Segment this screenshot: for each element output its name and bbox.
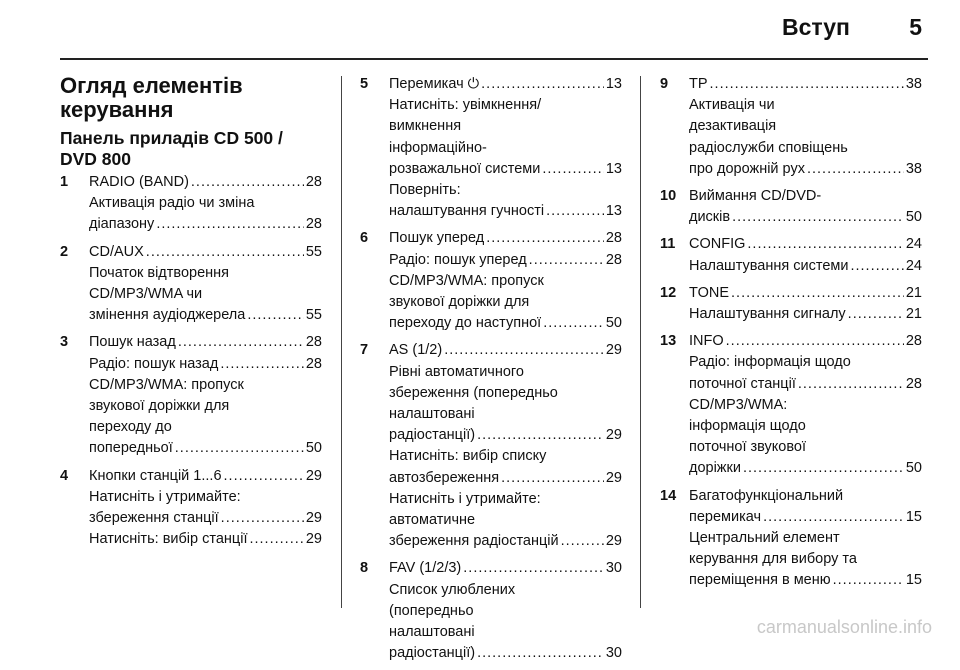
- item-line: [689, 207, 922, 228]
- item-line: [689, 507, 922, 528]
- item-number: 8: [360, 560, 369, 577]
- item-text: Пошук уперед: [389, 230, 485, 247]
- item-line: [389, 313, 622, 334]
- item-text: Перемикач ⏻: [389, 76, 480, 92]
- list-item: [360, 74, 622, 222]
- item-text: Налаштування системи: [689, 257, 849, 274]
- item-text: радіослужби сповіщень: [689, 139, 848, 156]
- item-text: радіостанції): [389, 427, 476, 444]
- item-line: [689, 256, 922, 277]
- item-text: переміщення в меню: [689, 572, 831, 589]
- page-reference: 30: [605, 560, 622, 577]
- item-text: CD/MP3/WMA: пропуск: [389, 272, 544, 289]
- item-line: [389, 383, 622, 404]
- item-line: [689, 395, 922, 416]
- entry-list: [660, 74, 922, 592]
- item-text: збереження станції: [89, 510, 219, 527]
- item-line: [689, 138, 922, 159]
- item-text: переходу до: [89, 419, 172, 436]
- item-line: [689, 283, 922, 304]
- item-text: інформація щодо: [689, 418, 806, 435]
- page-reference: 13: [605, 76, 622, 92]
- item-line: [389, 510, 622, 531]
- page-reference: 13: [605, 203, 622, 220]
- list-item: [660, 186, 922, 228]
- page-reference: 13: [605, 160, 622, 177]
- list-item: [660, 234, 922, 276]
- item-line: [689, 95, 922, 116]
- item-line: [389, 159, 622, 180]
- item-text: Центральний елемент: [689, 530, 840, 547]
- page-reference: 29: [605, 427, 622, 444]
- item-line: [89, 508, 322, 529]
- item-number: 5: [360, 76, 369, 92]
- list-item: [660, 331, 922, 479]
- item-line: [689, 570, 922, 591]
- page-reference: 24: [905, 257, 922, 274]
- item-text: вимкнення: [389, 118, 462, 135]
- dot-leader: [798, 374, 904, 395]
- dot-leader: [477, 425, 604, 446]
- item-line: [389, 489, 622, 510]
- item-line: [89, 438, 322, 459]
- item-text: Натисніть: увімкнення/: [389, 97, 542, 114]
- item-line: [689, 116, 922, 137]
- item-line: [389, 271, 622, 292]
- item-number: 3: [60, 334, 69, 351]
- item-text: INFO: [689, 333, 724, 350]
- item-text: попередньої: [89, 440, 173, 457]
- item-line: [89, 354, 322, 375]
- item-number: 14: [660, 487, 677, 504]
- page-reference: 28: [605, 251, 622, 268]
- list-item: [660, 74, 922, 180]
- section-title: Вступ: [782, 14, 850, 40]
- item-text: поточної звукової: [689, 439, 806, 456]
- item-number: 7: [360, 342, 369, 359]
- item-line: [689, 549, 922, 570]
- item-text: CD/MP3/WMA: пропуск: [89, 376, 244, 393]
- item-text: переходу до наступної: [389, 315, 542, 332]
- item-text: RADIO (BAND): [89, 174, 189, 190]
- item-text: Кнопки станцій 1...6: [89, 467, 222, 484]
- page-reference: 24: [905, 236, 922, 253]
- item-text: Активація радіо чи зміна: [89, 195, 255, 212]
- item-line: [389, 180, 622, 201]
- dot-leader: [542, 159, 604, 180]
- column-divider: [640, 76, 641, 608]
- page-reference: 28: [905, 375, 922, 392]
- item-text: автоматичне: [389, 512, 476, 529]
- item-line: [89, 242, 322, 263]
- column-divider: [341, 76, 342, 608]
- item-line: [689, 159, 922, 180]
- item-number: 11: [660, 236, 676, 253]
- item-text: Список улюблених: [389, 581, 516, 598]
- item-number: 10: [660, 188, 677, 205]
- item-line: [689, 437, 922, 458]
- item-line: [89, 172, 322, 193]
- page-reference: 15: [905, 508, 922, 525]
- item-line: [389, 362, 622, 383]
- item-line: [389, 201, 622, 222]
- item-text: CONFIG: [689, 236, 746, 253]
- dot-leader: [249, 529, 303, 550]
- page-reference: 38: [905, 76, 922, 92]
- item-text: радіостанції): [389, 645, 476, 662]
- item-text: налаштовані: [389, 406, 475, 423]
- page-reference: 28: [305, 216, 322, 233]
- item-line: [389, 446, 622, 467]
- item-line: [89, 396, 322, 417]
- item-line: [689, 304, 922, 325]
- item-text: Натисніть і утримайте:: [89, 488, 241, 505]
- item-text: розважальної системи: [389, 160, 541, 177]
- item-line: [389, 531, 622, 552]
- dot-leader: [486, 228, 604, 249]
- item-line: [389, 468, 622, 489]
- item-line: [389, 643, 622, 664]
- dot-leader: [848, 304, 904, 325]
- page-reference: 50: [305, 440, 322, 457]
- item-line: [89, 487, 322, 508]
- item-text: змінення аудіоджерела: [89, 307, 246, 324]
- item-line: [389, 138, 622, 159]
- page-reference: 28: [605, 230, 622, 247]
- page-reference: 50: [905, 460, 922, 477]
- item-line: [389, 74, 622, 95]
- item-text: CD/AUX: [89, 243, 144, 260]
- page-number: 5: [909, 14, 922, 40]
- item-text: керування для вибору та: [689, 551, 857, 568]
- item-line: [689, 186, 922, 207]
- list-item: [60, 466, 322, 551]
- dot-leader: [221, 508, 304, 529]
- item-line: [689, 331, 922, 352]
- item-text: Активація чи: [689, 97, 775, 114]
- dot-leader: [731, 283, 904, 304]
- dot-leader: [191, 172, 304, 193]
- item-text: налаштування гучності: [389, 203, 545, 220]
- column-1: [60, 74, 322, 556]
- item-number: 9: [660, 76, 669, 92]
- item-line: [389, 116, 622, 137]
- page-reference: 30: [605, 645, 622, 662]
- dot-leader: [726, 331, 904, 352]
- watermark: carmanualsonline.info: [756, 617, 932, 637]
- item-line: [89, 193, 322, 214]
- column-2: [360, 74, 622, 670]
- dot-leader: [175, 438, 304, 459]
- item-text: дезактивація: [689, 118, 777, 135]
- item-line: [89, 529, 322, 550]
- list-item: [360, 340, 622, 552]
- dot-leader: [501, 468, 604, 489]
- page-reference: 50: [905, 209, 922, 226]
- item-text: Радіо: пошук уперед: [389, 251, 527, 268]
- page-reference: 21: [905, 284, 922, 301]
- item-text: TONE: [689, 284, 730, 301]
- item-line: [389, 404, 622, 425]
- main-title: Огляд елементів керування: [60, 73, 243, 122]
- dot-leader: [546, 201, 604, 222]
- page-reference: 28: [905, 333, 922, 350]
- item-text: Натисніть і утримайте:: [389, 490, 541, 507]
- sub-title: Панель приладів CD 500 / DVD 800: [60, 128, 283, 169]
- item-text: Налаштування сигналу: [689, 306, 846, 323]
- item-line: [389, 622, 622, 643]
- item-line: [689, 458, 922, 479]
- dot-leader: [224, 466, 304, 487]
- item-text: автозбереження: [389, 469, 500, 486]
- item-line: [689, 416, 922, 437]
- entry-list: [60, 172, 322, 550]
- page-reference: 29: [605, 533, 622, 550]
- dot-leader: [850, 256, 903, 277]
- item-line: [89, 305, 322, 326]
- item-number: 2: [60, 243, 69, 260]
- dot-leader: [156, 214, 304, 235]
- item-number: 1: [60, 174, 69, 190]
- item-line: [89, 263, 322, 284]
- item-text: Рівні автоматичного: [389, 363, 524, 380]
- item-text: Пошук назад: [89, 334, 176, 351]
- item-line: [89, 332, 322, 353]
- item-text: про дорожній рух: [689, 160, 805, 177]
- dot-leader: [146, 242, 304, 263]
- page-reference: 29: [605, 342, 622, 359]
- column-3: [660, 74, 922, 598]
- dot-leader: [178, 332, 304, 353]
- dot-leader: [833, 570, 904, 591]
- dot-leader: [561, 531, 604, 552]
- item-text: Поверніть:: [389, 182, 461, 199]
- item-text: звукової доріжки для: [389, 294, 530, 311]
- item-text: Початок відтворення: [89, 264, 230, 281]
- page-reference: 29: [605, 469, 622, 486]
- entry-list: [360, 74, 622, 664]
- header-rule: [60, 58, 928, 60]
- dot-leader: [543, 313, 604, 334]
- item-line: [689, 374, 922, 395]
- dot-leader: [444, 340, 604, 361]
- item-text: (попередньо: [389, 602, 474, 619]
- item-text: збереження радіостанцій: [389, 533, 559, 550]
- page-reference: 28: [305, 355, 322, 372]
- item-text: Виймання CD/DVD-: [689, 188, 822, 205]
- item-line: [389, 95, 622, 116]
- item-line: [689, 486, 922, 507]
- list-item: [660, 283, 922, 325]
- item-line: [689, 528, 922, 549]
- item-line: [689, 352, 922, 373]
- dot-leader: [481, 74, 604, 95]
- page-reference: 29: [305, 467, 322, 484]
- item-text: доріжки: [689, 460, 741, 477]
- item-text: Натисніть: вибір станції: [89, 531, 248, 548]
- item-number: 12: [660, 284, 677, 301]
- item-line: [389, 228, 622, 249]
- item-text: Багатофункціональний: [689, 487, 844, 504]
- dot-leader: [807, 159, 904, 180]
- item-text: перемикач: [689, 508, 762, 525]
- item-text: інформаційно-: [389, 139, 487, 156]
- item-text: Радіо: інформація щодо: [689, 354, 851, 371]
- page-reference: 55: [305, 307, 322, 324]
- item-text: дисків: [689, 209, 731, 226]
- item-line: [89, 214, 322, 235]
- item-line: [89, 375, 322, 396]
- item-text: CD/MP3/WMA чи: [89, 286, 203, 303]
- dot-leader: [710, 74, 904, 95]
- item-text: налаштовані: [389, 624, 475, 641]
- item-line: [89, 284, 322, 305]
- list-item: [60, 332, 322, 459]
- item-text: FAV (1/2/3): [389, 560, 462, 577]
- item-number: 13: [660, 333, 677, 350]
- item-text: звукової доріжки для: [89, 398, 230, 415]
- page-reference: 29: [305, 531, 322, 548]
- item-number: 6: [360, 230, 369, 247]
- item-line: [689, 234, 922, 255]
- item-text: поточної станції: [689, 375, 796, 392]
- page-reference: 50: [605, 315, 622, 332]
- page-reference: 38: [905, 160, 922, 177]
- list-item: [660, 486, 922, 592]
- item-line: [389, 558, 622, 579]
- list-item: [60, 242, 322, 327]
- page-reference: 28: [305, 334, 322, 351]
- item-number: 4: [60, 467, 69, 484]
- list-item: [60, 172, 322, 236]
- item-line: [389, 425, 622, 446]
- page-header: [0, 14, 960, 50]
- dot-leader: [463, 558, 604, 579]
- page-reference: 21: [905, 306, 922, 323]
- dot-leader: [743, 458, 904, 479]
- dot-leader: [732, 207, 904, 228]
- item-text: збереження (попередньо: [389, 384, 558, 401]
- dot-leader: [529, 250, 604, 271]
- item-line: [89, 417, 322, 438]
- item-text: TP: [689, 76, 708, 92]
- item-line: [389, 250, 622, 271]
- item-line: [89, 466, 322, 487]
- item-line: [389, 292, 622, 313]
- dot-leader: [763, 507, 904, 528]
- page-reference: 29: [305, 510, 322, 527]
- dot-leader: [247, 305, 304, 326]
- page-reference: 55: [305, 243, 322, 260]
- item-text: діапазону: [89, 216, 155, 233]
- dot-leader: [220, 354, 304, 375]
- item-line: [389, 340, 622, 361]
- item-line: [389, 601, 622, 622]
- page-reference: 15: [905, 572, 922, 589]
- item-text: Натисніть: вибір списку: [389, 448, 547, 465]
- dot-leader: [747, 234, 903, 255]
- page-reference: 28: [305, 174, 322, 190]
- dot-leader: [477, 643, 604, 664]
- item-text: CD/MP3/WMA:: [689, 396, 788, 413]
- item-text: Радіо: пошук назад: [89, 355, 219, 372]
- item-line: [389, 580, 622, 601]
- item-text: AS (1/2): [389, 342, 443, 359]
- list-item: [360, 228, 622, 334]
- list-item: [360, 558, 622, 664]
- item-line: [689, 74, 922, 95]
